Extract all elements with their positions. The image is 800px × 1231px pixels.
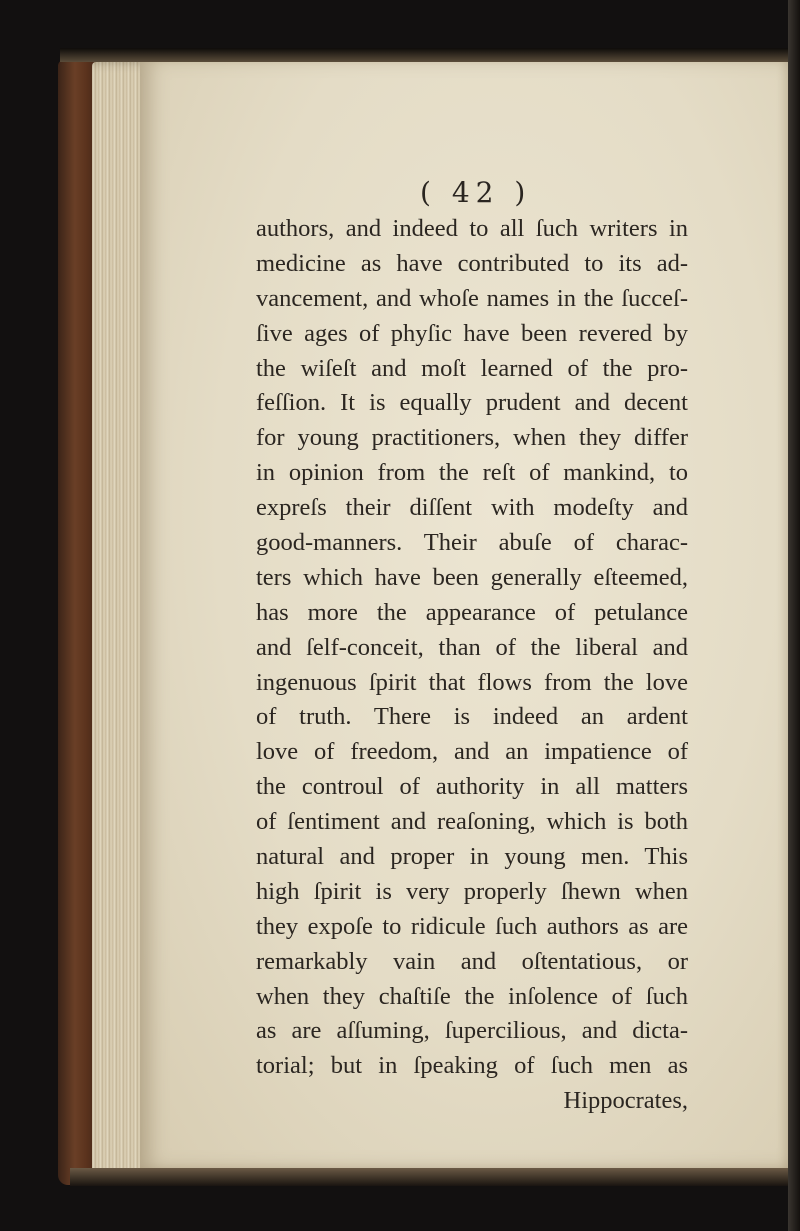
text-line: the wiſeſt and moſt learned of the pro- — [256, 354, 688, 382]
text-line: and ſelf-conceit, than of the liberal and — [256, 633, 688, 661]
text-line: of ſentiment and reaſoning, which is both — [256, 808, 688, 836]
body-text — [256, 212, 688, 1119]
text-line: vancement, and whoſe names in the ſucceſ- — [256, 284, 688, 312]
text-line: high ſpirit is very properly ſhewn when — [256, 877, 688, 905]
text-line: the controul of authority in all matters — [256, 773, 688, 801]
text-line: ters which have been generally eſteemed, — [256, 563, 688, 591]
text-line: in opinion from the reſt of mankind, to — [256, 459, 688, 487]
text-line: when they chaſtiſe the inſolence of ſuch — [256, 982, 688, 1010]
text-line: torial; but in ſpeaking of ſuch men as — [256, 1052, 688, 1080]
text-line: feſſion. It is equally prudent and decent — [256, 389, 688, 417]
page-number-header: ( 42 ) — [420, 176, 532, 209]
text-line: of truth. There is indeed an ardent — [256, 703, 688, 731]
top-shadow — [60, 48, 800, 62]
text-line: medicine as have contributed to its ad- — [256, 249, 688, 277]
text-line: has more the appearance of petulance — [256, 598, 688, 626]
text-line: as are aſſuming, ſupercilious, and dicta- — [256, 1017, 688, 1045]
text-line: natural and proper in young men. This — [256, 843, 688, 871]
text-line: ſive ages of phyſic have been revered by — [256, 319, 688, 347]
text-line: good-manners. Their abuſe of charac- — [256, 529, 688, 557]
text-line: love of freedom, and an impatience of — [256, 738, 688, 766]
bottom-shadow — [70, 1168, 800, 1186]
text-line: ingenuous ſpirit that flows from the love — [256, 668, 688, 696]
text-line: for young practitioners, when they differ — [256, 424, 688, 452]
text-line: remarkably vain and oſtentatious, or — [256, 947, 688, 975]
text-line: they expoſe to ridicule ſuch authors as are — [256, 912, 688, 940]
catchword: Hippocrates, — [563, 1087, 688, 1115]
text-line: expreſs their diſſent with modeſty and — [256, 494, 688, 522]
text-line: authors, and indeed to all ſuch writers in — [256, 215, 688, 242]
right-edge — [788, 0, 800, 1231]
